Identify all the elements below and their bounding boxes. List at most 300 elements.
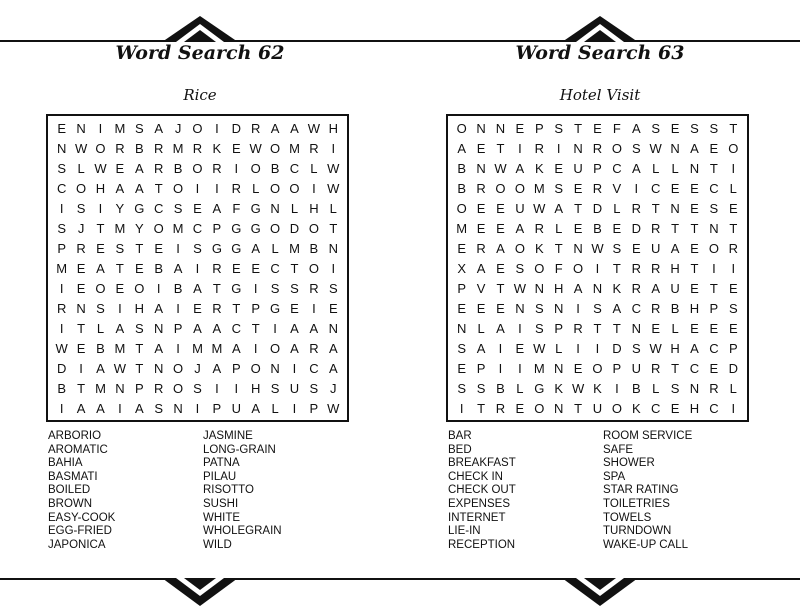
grid-letter: T (477, 400, 486, 416)
grid-letter: E (690, 280, 699, 296)
grid-letter: L (613, 200, 621, 216)
word-list-item: LONG-GRAIN (203, 443, 276, 456)
grid-letter: T (251, 320, 260, 336)
grid-letter: R (250, 120, 261, 136)
grid-letter: M (95, 380, 106, 396)
grid-letter: S (476, 380, 486, 396)
grid-letter: E (57, 120, 67, 136)
grid-letter: E (690, 320, 699, 336)
grid-letter: K (534, 160, 544, 176)
grid-letter: I (712, 260, 716, 276)
word-list-item: WHOLEGRAIN (203, 525, 282, 538)
grid-letter: W (513, 280, 527, 296)
grid-letter: C (289, 160, 300, 176)
grid-letter: N (115, 380, 125, 396)
grid-letter: N (592, 280, 603, 296)
grid-letter: A (154, 300, 164, 316)
grid-letter: I (634, 180, 639, 196)
grid-letter: A (515, 160, 525, 176)
grid-letter: E (690, 200, 699, 216)
grid-letter: U (631, 360, 641, 376)
grid-letter: I (731, 400, 736, 416)
grid-letter: R (495, 400, 506, 416)
grid-letter: N (631, 320, 641, 336)
grid-letter: S (457, 340, 467, 356)
grid-letter: M (533, 360, 545, 376)
grid-letter: P (231, 360, 241, 376)
word-list-item: CHECK OUT (448, 484, 516, 497)
grid-letter: U (289, 380, 300, 396)
word-list-item: BED (448, 443, 472, 456)
grid-letter: N (328, 320, 338, 336)
grid-letter: N (476, 120, 486, 136)
grid-letter: L (271, 400, 279, 416)
grid-letter: R (573, 320, 583, 336)
grid-letter: T (709, 160, 718, 176)
grid-letter: I (118, 300, 122, 316)
grid-letter: I (79, 360, 83, 376)
grid-letter: K (612, 280, 622, 296)
word-list-column (448, 430, 516, 552)
grid-letter: C (231, 320, 241, 336)
word-list-column (203, 430, 282, 552)
grid-letter: E (476, 300, 486, 316)
grid-letter: Y (134, 220, 144, 236)
grid-letter: O (592, 360, 603, 376)
grid-letter: N (670, 200, 680, 216)
grid-letter: V (476, 280, 486, 296)
grid-letter: L (555, 220, 563, 236)
grid-letter: H (95, 180, 106, 196)
grid-letter: D (231, 120, 241, 136)
grid-letter: P (593, 160, 602, 176)
grid-letter: H (553, 280, 564, 296)
grid-letter: I (215, 180, 219, 196)
word-list-item: WILD (203, 538, 232, 551)
grid-letter: I (176, 340, 180, 356)
grid-letter: I (98, 120, 103, 136)
grid-letter: W (649, 340, 662, 356)
grid-letter: A (612, 300, 622, 316)
grid-letter: O (270, 340, 281, 356)
grid-letter: L (252, 180, 260, 196)
grid-letter: I (253, 340, 258, 356)
grid-letter: E (690, 240, 699, 256)
grid-letter: E (115, 160, 125, 176)
grid-letter: G (134, 200, 145, 216)
grid-letter: W (327, 160, 340, 176)
grid-letter: G (231, 280, 242, 296)
grid-letter: T (496, 140, 505, 156)
grid-letter: L (310, 160, 318, 176)
grid-letter: E (554, 160, 564, 176)
grid-letter: N (153, 320, 164, 336)
grid-letter: U (573, 160, 583, 176)
word-list-item: SHOWER (603, 457, 655, 470)
grid-letter: O (270, 140, 281, 156)
word-list-item: TURNDOWN (603, 525, 672, 538)
grid-letter: I (576, 300, 580, 316)
grid-letter: B (496, 380, 505, 396)
grid-letter: K (534, 240, 544, 256)
grid-letter: O (192, 120, 203, 136)
word-list-item: LIE-IN (448, 525, 481, 538)
word-list-item: JAPONICA (48, 538, 106, 551)
grid-letter: W (591, 240, 604, 256)
word-list-item: BREAKFAST (448, 457, 516, 470)
grid-letter: X (457, 260, 467, 276)
grid-letter: A (631, 120, 641, 136)
grid-letter: M (114, 120, 126, 136)
grid-letter: I (234, 380, 239, 396)
grid-letter: M (289, 240, 300, 256)
grid-letter: R (631, 280, 641, 296)
grid-letter: E (573, 180, 583, 196)
grid-letter: E (573, 360, 583, 376)
grid-letter: R (631, 200, 641, 216)
word-list-item: BOILED (48, 484, 91, 497)
grid-letter: N (573, 140, 583, 156)
grid-letter: U (592, 400, 603, 416)
grid-letter: S (534, 300, 544, 316)
grid-letter: E (670, 180, 680, 196)
grid-letter: E (476, 220, 486, 236)
grid-letter: A (173, 260, 183, 276)
grid-letter: S (554, 120, 564, 136)
grid-letter: I (215, 380, 219, 396)
grid-letter: T (690, 220, 699, 236)
grid-letter: D (592, 200, 603, 216)
grid-letter: G (250, 200, 261, 216)
grid-letter: G (270, 300, 281, 316)
grid-letter: N (670, 140, 680, 156)
grid-letter: N (173, 400, 183, 416)
grid-letter: N (709, 220, 719, 236)
grid-letter: W (533, 200, 546, 216)
grid-letter: A (212, 360, 222, 376)
grid-letter: L (671, 160, 679, 176)
grid-letter: S (631, 340, 641, 356)
grid-letter: E (728, 200, 738, 216)
grid-letter: I (234, 160, 239, 176)
grid-letter: I (576, 340, 580, 356)
grid-letter: M (114, 220, 126, 236)
grid-letter: I (292, 400, 297, 416)
grid-letter: S (670, 380, 680, 396)
grid-letter: L (271, 240, 279, 256)
grid-letter: B (270, 160, 280, 176)
grid-letter: S (554, 180, 564, 196)
grid-letter: I (176, 240, 180, 256)
grid-letter: A (251, 240, 261, 256)
grid-letter: A (115, 320, 125, 336)
grid-letter: P (457, 280, 467, 296)
grid-letter: S (631, 140, 641, 156)
grid-letter: G (534, 380, 545, 396)
grid-letter: C (689, 360, 700, 376)
grid-letter: T (729, 220, 738, 236)
grid-letter: E (476, 140, 486, 156)
grid-letter: E (193, 300, 202, 316)
grid-letter: I (518, 360, 522, 376)
grid-letter: I (518, 320, 522, 336)
grid-letter: S (593, 300, 602, 316)
grid-letter: I (331, 140, 336, 156)
grid-letter: T (77, 320, 86, 336)
grid-letter: L (96, 320, 105, 336)
grid-letter: A (96, 260, 105, 276)
grid-letter: T (709, 280, 718, 296)
grid-letter: S (57, 160, 67, 176)
grid-letter: M (172, 220, 184, 236)
grid-letter: W (571, 380, 585, 396)
grid-letter: N (76, 120, 86, 136)
word-list-item: BAR (448, 430, 472, 442)
grid-letter: M (56, 260, 68, 276)
grid-letter: S (134, 120, 144, 136)
grid-letter: A (670, 240, 680, 256)
grid-letter: E (670, 120, 680, 136)
grid-letter: R (309, 280, 319, 296)
grid-letter: V (612, 180, 622, 196)
grid-letter: T (115, 260, 124, 276)
grid-letter: P (476, 360, 486, 376)
grid-letter: A (690, 340, 699, 356)
grid-letter: E (251, 260, 261, 276)
word-list-item: EASY-COOK (48, 511, 116, 524)
grid-letter: E (476, 200, 486, 216)
grid-letter: O (534, 400, 545, 416)
grid-letter: P (212, 400, 222, 416)
grid-letter: M (533, 180, 545, 196)
grid-letter: P (534, 120, 544, 136)
grid-letter: P (728, 340, 738, 356)
grid-letter: L (290, 200, 299, 216)
grid-letter: I (253, 280, 258, 296)
grid-letter: A (290, 320, 299, 336)
grid-letter: O (308, 220, 319, 236)
grid-letter: O (76, 180, 87, 196)
grid-letter: T (612, 260, 621, 276)
grid-letter: E (134, 260, 144, 276)
grid-letter: R (153, 380, 164, 396)
word-list-item: PATNA (203, 457, 240, 470)
grid-letter: N (553, 360, 564, 376)
grid-letter: B (670, 300, 680, 316)
grid-letter: O (514, 180, 525, 196)
grid-letter: R (153, 160, 164, 176)
grid-letter: T (574, 400, 583, 416)
grid-letter: T (651, 200, 660, 216)
grid-letter: O (495, 180, 506, 196)
grid-letter: E (573, 220, 583, 236)
puzzle-title: Word Search 62 (115, 42, 285, 64)
grid-letter: P (554, 320, 564, 336)
grid-letter: A (96, 360, 105, 376)
grid-letter: C (270, 260, 280, 276)
grid-letter: R (592, 180, 603, 196)
grid-letter: I (498, 340, 503, 356)
grid-letter: L (652, 380, 660, 396)
grid-letter: N (270, 360, 280, 376)
grid-letter: K (631, 400, 641, 416)
puzzle-title: Word Search 63 (515, 42, 685, 64)
grid-letter: L (652, 160, 660, 176)
grid-letter: R (534, 140, 544, 156)
grid-letter: M (172, 140, 184, 156)
grid-letter: A (134, 180, 144, 196)
grid-letter: T (671, 220, 680, 236)
grid-letter: I (59, 280, 64, 296)
grid-letter: R (76, 240, 86, 256)
grid-letter: C (57, 180, 67, 196)
grid-letter: T (690, 260, 699, 276)
grid-letter: A (515, 220, 525, 236)
grid-letter: D (57, 360, 67, 376)
grid-letter: R (212, 260, 222, 276)
word-list-item: PILAU (203, 470, 237, 483)
grid-letter: S (728, 300, 738, 316)
word-list-item: SPA (603, 470, 626, 483)
word-list-item: EXPENSES (448, 497, 510, 510)
grid-letter: I (331, 260, 336, 276)
grid-letter: N (689, 380, 700, 396)
grid-letter: O (153, 220, 164, 236)
grid-letter: A (251, 400, 261, 416)
grid-letter: S (193, 240, 202, 256)
grid-letter: C (309, 360, 319, 376)
grid-letter: S (457, 380, 467, 396)
grid-letter: H (328, 120, 338, 136)
grid-letter: E (651, 320, 661, 336)
grid-letter: S (270, 380, 280, 396)
grid-letter: E (631, 240, 641, 256)
grid-letter: I (312, 300, 316, 316)
grid-letter: W (94, 160, 107, 176)
letter-grid (46, 114, 349, 422)
word-list-item: WAKE-UP CALL (603, 538, 688, 551)
grid-letter: A (134, 160, 144, 176)
grid-letter: T (135, 340, 144, 356)
grid-letter: S (154, 400, 164, 416)
grid-letter: M (456, 220, 468, 236)
grid-letter: T (135, 240, 144, 256)
grid-letter: M (289, 140, 300, 156)
grid-letter: W (327, 180, 340, 196)
grid-letter: I (59, 200, 64, 216)
grid-letter: H (134, 300, 144, 316)
grid-letter: E (690, 180, 699, 196)
grid-letter: O (173, 380, 184, 396)
grid-letter: E (515, 400, 525, 416)
grid-letter: P (709, 300, 719, 316)
grid-letter: T (496, 280, 505, 296)
grid-letter: I (215, 120, 219, 136)
grid-letter: A (212, 200, 222, 216)
grid-letter: E (728, 280, 738, 296)
grid-letter: A (154, 340, 164, 356)
grid-letter: A (631, 160, 641, 176)
grid-letter: O (270, 220, 281, 236)
grid-letter: I (498, 360, 503, 376)
grid-letter: I (731, 160, 736, 176)
grid-letter: B (593, 220, 602, 236)
grid-letter: O (134, 280, 145, 296)
grid-letter: I (615, 380, 619, 396)
grid-letter: N (270, 200, 280, 216)
word-list-item: BROWN (48, 497, 93, 510)
grid-letter: W (494, 160, 507, 176)
grid-letter: E (328, 300, 338, 316)
grid-letter: H (309, 200, 319, 216)
grid-letter: I (195, 400, 200, 416)
grid-letter: R (309, 140, 319, 156)
puzzle-subtitle: Rice (183, 86, 217, 104)
grid-letter: I (273, 320, 277, 336)
grid-letter: G (231, 240, 242, 256)
grid-letter: R (212, 300, 222, 316)
grid-letter: E (728, 320, 738, 336)
word-list-item: CHECK IN (448, 470, 503, 483)
grid-letter: E (496, 300, 505, 316)
grid-letter: W (249, 140, 262, 156)
grid-letter: O (573, 260, 584, 276)
grid-letter: W (649, 140, 662, 156)
grid-letter: M (211, 340, 223, 356)
grid-letter: R (709, 380, 719, 396)
grid-letter: T (574, 200, 583, 216)
grid-letter: S (270, 280, 280, 296)
grid-letter: E (457, 300, 467, 316)
grid-letter: O (95, 280, 106, 296)
grid-letter: O (611, 400, 622, 416)
grid-letter: T (574, 120, 583, 136)
grid-letter: O (95, 140, 106, 156)
grid-letter: R (476, 240, 486, 256)
grid-letter: P (212, 220, 222, 236)
grid-letter: S (328, 280, 338, 296)
grid-letter: T (554, 240, 563, 256)
grid-letter: S (115, 240, 125, 256)
grid-letter: B (57, 380, 67, 396)
grid-letter: O (270, 180, 281, 196)
grid-letter: A (193, 280, 202, 296)
grid-letter: T (232, 300, 241, 316)
grid-letter: S (76, 200, 86, 216)
word-list-item: BAHIA (48, 457, 83, 470)
grid-letter: S (651, 120, 661, 136)
grid-letter: N (553, 400, 564, 416)
grid-letter: N (476, 160, 486, 176)
grid-letter: N (457, 320, 467, 336)
grid-letter: B (457, 180, 467, 196)
grid-letter: A (476, 340, 486, 356)
grid-letter: N (515, 300, 525, 316)
grid-letter: S (134, 320, 144, 336)
grid-letter: R (476, 180, 486, 196)
grid-letter: N (76, 300, 86, 316)
grid-letter: E (115, 280, 125, 296)
grid-letter: B (154, 260, 164, 276)
word-list-item: JASMINE (203, 430, 253, 442)
grid-letter: R (728, 240, 738, 256)
grid-letter: A (457, 140, 467, 156)
word-list-item: STAR RATING (603, 484, 679, 497)
grid-letter: R (153, 140, 164, 156)
grid-letter: L (729, 180, 737, 196)
grid-letter: H (689, 400, 700, 416)
grid-letter: A (76, 400, 86, 416)
